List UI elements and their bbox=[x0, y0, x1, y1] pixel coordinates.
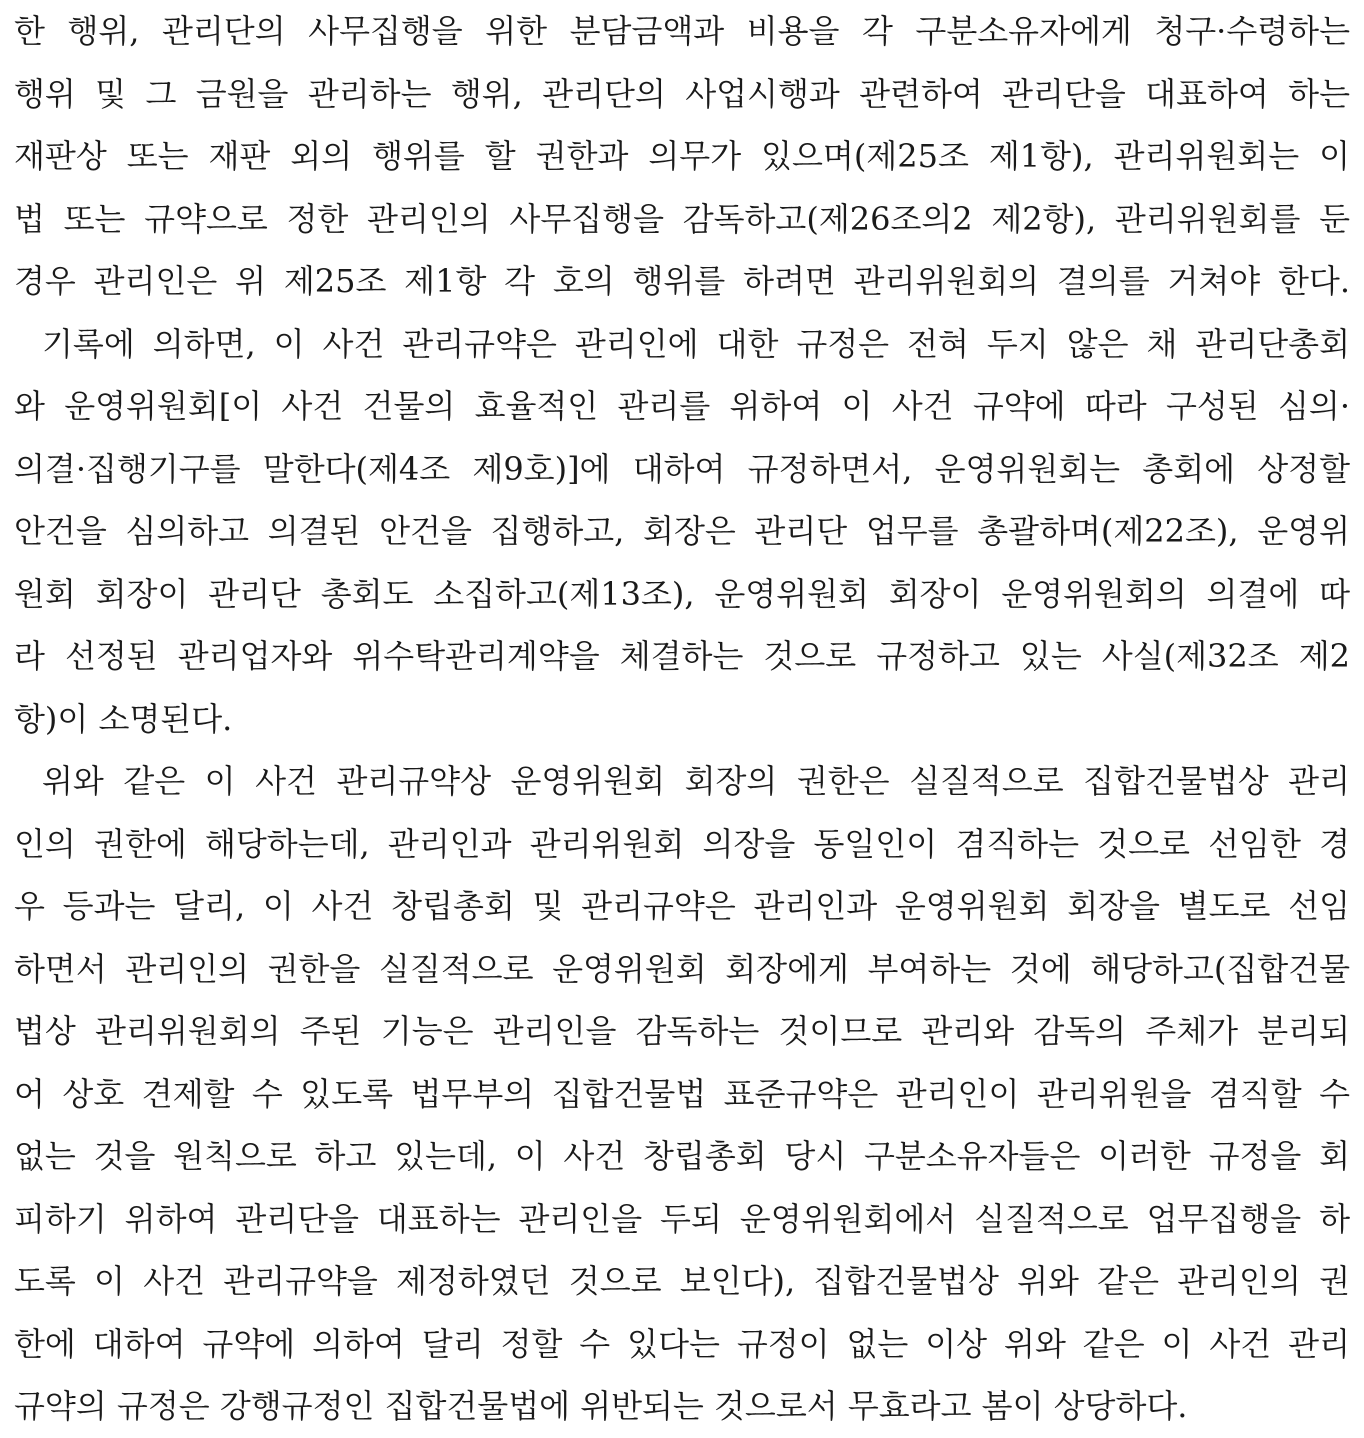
text-line: 없는 것을 원칙으로 하고 있는데, 이 사건 창립총회 당시 구분소유자들은 이러한 규정을 회 bbox=[14, 1137, 1350, 1175]
text-line: 원회 회장이 관리단 총회도 소집하고(제13조), 운영위원회 회장이 운영위원회의 의결에 따 bbox=[14, 574, 1350, 613]
paragraph-3 bbox=[14, 750, 1350, 1438]
text-line: 우 등과는 달리, 이 사건 창립총회 및 관리규약은 관리인과 운영위원회 회장을 별도로 선임 bbox=[14, 887, 1350, 925]
text-line: 한 행위, 관리단의 사무집행을 위한 분담금액과 비용을 각 구분소유자에게 청구·수령하는 bbox=[14, 12, 1350, 50]
text-line: 행위 및 그 금원을 관리하는 행위, 관리단의 사업시행과 관련하여 관리단을 대표하여 하는 bbox=[14, 74, 1350, 113]
text-line: 위와 같은 이 사건 관리규약상 운영위원회 회장의 권한은 실질적으로 집합건물법상 관리 bbox=[42, 762, 1350, 800]
text-line: 하면서 관리인의 권한을 실질적으로 운영위원회 회장에게 부여하는 것에 해당하고(집합건물 bbox=[14, 949, 1350, 988]
text-line: 라 선정된 관리업자와 위수탁관리계약을 체결하는 것으로 규정하고 있는 사실(제32조 제2 bbox=[14, 637, 1350, 675]
text-line: 법상 관리위원회의 주된 기능은 관리인을 감독하는 것이므로 관리와 감독의 주체가 분리되 bbox=[14, 1012, 1350, 1050]
text-line: 도록 이 사건 관리규약을 제정하였던 것으로 보인다), 집합건물법상 위와 같은 관리인의 권 bbox=[14, 1262, 1350, 1300]
text-line: 의결·집행기구를 말한다(제4조 제9호)]에 대하여 규정하면서, 운영위원회는 총회에 상정할 bbox=[14, 449, 1350, 488]
text-line: 법 또는 규약으로 정한 관리인의 사무집행을 감독하고(제26조의2 제2항), 관리위원회를 둔 bbox=[14, 199, 1350, 238]
text-line: 한에 대하여 규약에 의하여 달리 정할 수 있다는 규정이 없는 이상 위와 같은 이 사건 관리 bbox=[14, 1324, 1350, 1363]
paragraph-1 bbox=[14, 0, 1350, 313]
text-line: 어 상호 견제할 수 있도록 법무부의 집합건물법 표준규약은 관리인이 관리위원을 겸직할 수 bbox=[14, 1074, 1350, 1113]
text-line: 안건을 심의하고 의결된 안건을 집행하고, 회장은 관리단 업무를 총괄하며(제22조), 운영위 bbox=[14, 512, 1350, 550]
text-line: 인의 권한에 해당하는데, 관리인과 관리위원회 의장을 동일인이 겸직하는 것으로 선임한 경 bbox=[14, 824, 1350, 863]
text-line: 재판상 또는 재판 외의 행위를 할 권한과 의무가 있으며(제25조 제1항), 관리위원회는 이 bbox=[14, 137, 1350, 175]
text-line: 와 운영위원회[이 사건 건물의 효율적인 관리를 위하여 이 사건 규약에 따라 구성된 심의· bbox=[14, 387, 1350, 425]
text-line: 피하기 위하여 관리단을 대표하는 관리인을 두되 운영위원회에서 실질적으로 업무집행을 하 bbox=[14, 1199, 1350, 1238]
text-line: 항)이 소명된다. bbox=[14, 699, 233, 738]
text-line: 경우 관리인은 위 제25조 제1항 각 호의 행위를 하려면 관리위원회의 결의를 거쳐야 한다. bbox=[14, 262, 1350, 300]
text-line: 규약의 규정은 강행규정인 집합건물법에 위반되는 것으로서 무효라고 봄이 상당하다. bbox=[14, 1387, 1188, 1425]
paragraph-2 bbox=[14, 313, 1350, 751]
text-line: 기록에 의하면, 이 사건 관리규약은 관리인에 대한 규정은 전혀 두지 않은 채 관리단총회 bbox=[42, 324, 1350, 363]
